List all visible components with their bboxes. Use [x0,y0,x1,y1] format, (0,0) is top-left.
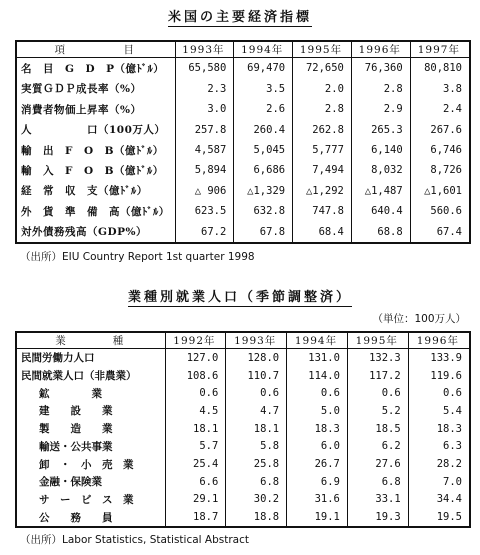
table-cell-value: 25.8 [226,455,287,473]
table-cell-value: 6,686 [234,160,293,180]
table-cell-value: 19.1 [287,508,348,526]
table-row [17,140,469,160]
table-cell-value: 6.0 [287,438,348,456]
table-cell-value: 19.5 [408,508,469,526]
table-cell-value: 7.0 [408,473,469,491]
table-cell-value: 72,650 [293,58,352,79]
table2 [17,333,469,526]
table-cell-value: 80,810 [410,58,469,79]
table-cell-value: 33.1 [347,491,408,509]
row-label: 消費者物価上昇率（%） [21,103,142,116]
table2-source: （出所）Labor Statistics, Statistical Abstract [20,534,249,546]
table-cell-value: 28.2 [408,455,469,473]
table-cell-value: 132.3 [347,349,408,367]
table1-title [0,6,480,25]
row-label: 民間就業人口（非農業） [21,370,137,383]
table-cell-value: 76,360 [351,58,410,79]
column-header-year: 1996年 [408,333,469,349]
table-cell-value: 5,045 [234,140,293,160]
table-cell-value: 2.9 [351,99,410,119]
table-cell-value: 34.4 [408,491,469,509]
table-cell-value: 3.5 [234,79,293,99]
column-header-item: 業 種 [17,333,165,349]
table-cell-value: 18.7 [165,508,226,526]
table-cell-value: 4.5 [165,402,226,420]
row-label: 鉱 業 [39,387,102,400]
row-label: 輸 出 F O B（億ﾄﾞﾙ） [21,144,164,157]
table-cell-value: 108.6 [165,367,226,385]
table-row [17,402,469,420]
table-cell-value: 8,032 [351,160,410,180]
table-cell-value: 2.3 [175,79,234,99]
table-row [17,438,469,456]
table-cell-value: △1,487 [351,181,410,201]
table-cell-value: 18.1 [165,420,226,438]
table-cell-value: 2.8 [293,99,352,119]
table-row [17,58,469,79]
table-row [17,181,469,201]
table-cell-value: △ 906 [175,181,234,201]
row-label: 経 常 収 支（億ﾄﾞﾙ） [21,185,148,198]
row-label: サ ー ビ ス 業 [39,493,134,506]
table-cell-value: 69,470 [234,58,293,79]
column-header-year: 1995年 [347,333,408,349]
table-row [17,491,469,509]
table-cell-value: 6.8 [226,473,287,491]
table-cell-value: 623.5 [175,201,234,221]
row-label: 輸送・公共事業 [39,440,113,453]
table1-source: （出所）EIU Country Report 1st quarter 1998 [20,251,255,263]
table-cell-value: 67.8 [234,222,293,242]
table-cell-value: 5.2 [347,402,408,420]
employment-by-industry-table [15,331,471,528]
table-cell-value: 68.8 [351,222,410,242]
row-label: 人 口（100万人） [21,124,166,137]
table-cell-value: 5.8 [226,438,287,456]
row-label: 対外債務残高（GDP%） [21,226,147,239]
table2-title [0,286,480,305]
table-row [17,473,469,491]
table-cell-value: 67.4 [410,222,469,242]
table-cell-value: 4.7 [226,402,287,420]
table-row [17,222,469,242]
table-cell-value: △1,292 [293,181,352,201]
table1-title-text: 米国の主要経済指標 [167,10,312,25]
table-cell-value: 8,726 [410,160,469,180]
table-cell-value: 640.4 [351,201,410,221]
row-label: 卸 ・ 小 売 業 [39,458,134,471]
table-cell-value: 110.7 [226,367,287,385]
table-cell-value: 0.6 [287,384,348,402]
column-header-year: 1994年 [287,333,348,349]
row-label: 建 設 業 [39,405,113,418]
table-cell-value: 27.6 [347,455,408,473]
table-cell-value: △1,329 [234,181,293,201]
table-cell-value: 260.4 [234,119,293,139]
row-label: 外 貨 準 備 高（億ﾄﾞﾙ） [21,205,170,218]
row-label: 実質ＧＤＰ成長率（%） [21,83,142,96]
economic-indicators-table [15,40,471,244]
table-cell-value: 3.8 [410,79,469,99]
table-cell-value: 262.8 [293,119,352,139]
table-cell-value: 6.3 [408,438,469,456]
table-cell-value: 4,587 [175,140,234,160]
table-row [17,508,469,526]
table-cell-value: 18.3 [287,420,348,438]
row-label: 名 目 G D P（億ﾄﾞﾙ） [21,62,165,75]
table-cell-value: 19.3 [347,508,408,526]
table-cell-value: 31.6 [287,491,348,509]
table-cell-value: 26.7 [287,455,348,473]
table-cell-value: 18.1 [226,420,287,438]
table-cell-value: 5.0 [287,402,348,420]
column-header-item: 項 目 [17,42,175,58]
column-header-year: 1997年 [410,42,469,58]
table-cell-value: 6.9 [287,473,348,491]
row-label: 公 務 員 [39,511,113,524]
table-cell-value: 2.4 [410,99,469,119]
table-cell-value: 3.0 [175,99,234,119]
table-row [17,367,469,385]
table-cell-value: 0.6 [347,384,408,402]
table2-unit-label: （単位：100万人） [372,313,466,325]
table-cell-value: 6,746 [410,140,469,160]
table1-header-row [17,42,469,58]
table-cell-value: 25.4 [165,455,226,473]
table-cell-value: 0.6 [165,384,226,402]
table-cell-value: 127.0 [165,349,226,367]
table-cell-value: 2.6 [234,99,293,119]
table-cell-value: 7,494 [293,160,352,180]
row-label: 民間労働力人口 [21,352,95,365]
table-cell-value: 131.0 [287,349,348,367]
table2-title-text: 業種別就業人口（季節調整済） [127,290,352,305]
table-cell-value: 747.8 [293,201,352,221]
table-cell-value: 117.2 [347,367,408,385]
table-row [17,79,469,99]
table-cell-value: 6,140 [351,140,410,160]
column-header-year: 1994年 [234,42,293,58]
table-cell-value: 119.6 [408,367,469,385]
table-cell-value: 560.6 [410,201,469,221]
table-cell-value: 2.8 [351,79,410,99]
column-header-year: 1996年 [351,42,410,58]
column-header-year: 1993年 [175,42,234,58]
table-cell-value: △1,601 [410,181,469,201]
column-header-year: 1995年 [293,42,352,58]
table-row [17,99,469,119]
table-cell-value: 65,580 [175,58,234,79]
table-cell-value: 6.2 [347,438,408,456]
column-header-year: 1993年 [226,333,287,349]
column-header-year: 1992年 [165,333,226,349]
table-cell-value: 5,894 [175,160,234,180]
table-cell-value: 632.8 [234,201,293,221]
table-cell-value: 68.4 [293,222,352,242]
table-row [17,201,469,221]
table-cell-value: 257.8 [175,119,234,139]
table-cell-value: 6.6 [165,473,226,491]
table-row [17,160,469,180]
table-cell-value: 267.6 [410,119,469,139]
table-cell-value: 67.2 [175,222,234,242]
row-label: 製 造 業 [39,423,113,436]
table-row [17,349,469,367]
table1 [17,42,469,242]
table-row [17,119,469,139]
table-cell-value: 5.4 [408,402,469,420]
table-cell-value: 30.2 [226,491,287,509]
table-row [17,455,469,473]
table-cell-value: 18.3 [408,420,469,438]
table-cell-value: 2.0 [293,79,352,99]
table-cell-value: 5.7 [165,438,226,456]
table-cell-value: 0.6 [408,384,469,402]
table-cell-value: 133.9 [408,349,469,367]
table-cell-value: 6.8 [347,473,408,491]
table-cell-value: 265.3 [351,119,410,139]
table-row [17,420,469,438]
row-label: 輸 入 F O B（億ﾄﾞﾙ） [21,164,164,177]
row-label: 金融・保険業 [39,476,102,489]
table-row [17,384,469,402]
table-cell-value: 128.0 [226,349,287,367]
table-cell-value: 114.0 [287,367,348,385]
table-cell-value: 5,777 [293,140,352,160]
table2-header-row [17,333,469,349]
table-cell-value: 29.1 [165,491,226,509]
table-cell-value: 18.5 [347,420,408,438]
table-cell-value: 18.8 [226,508,287,526]
table-cell-value: 0.6 [226,384,287,402]
